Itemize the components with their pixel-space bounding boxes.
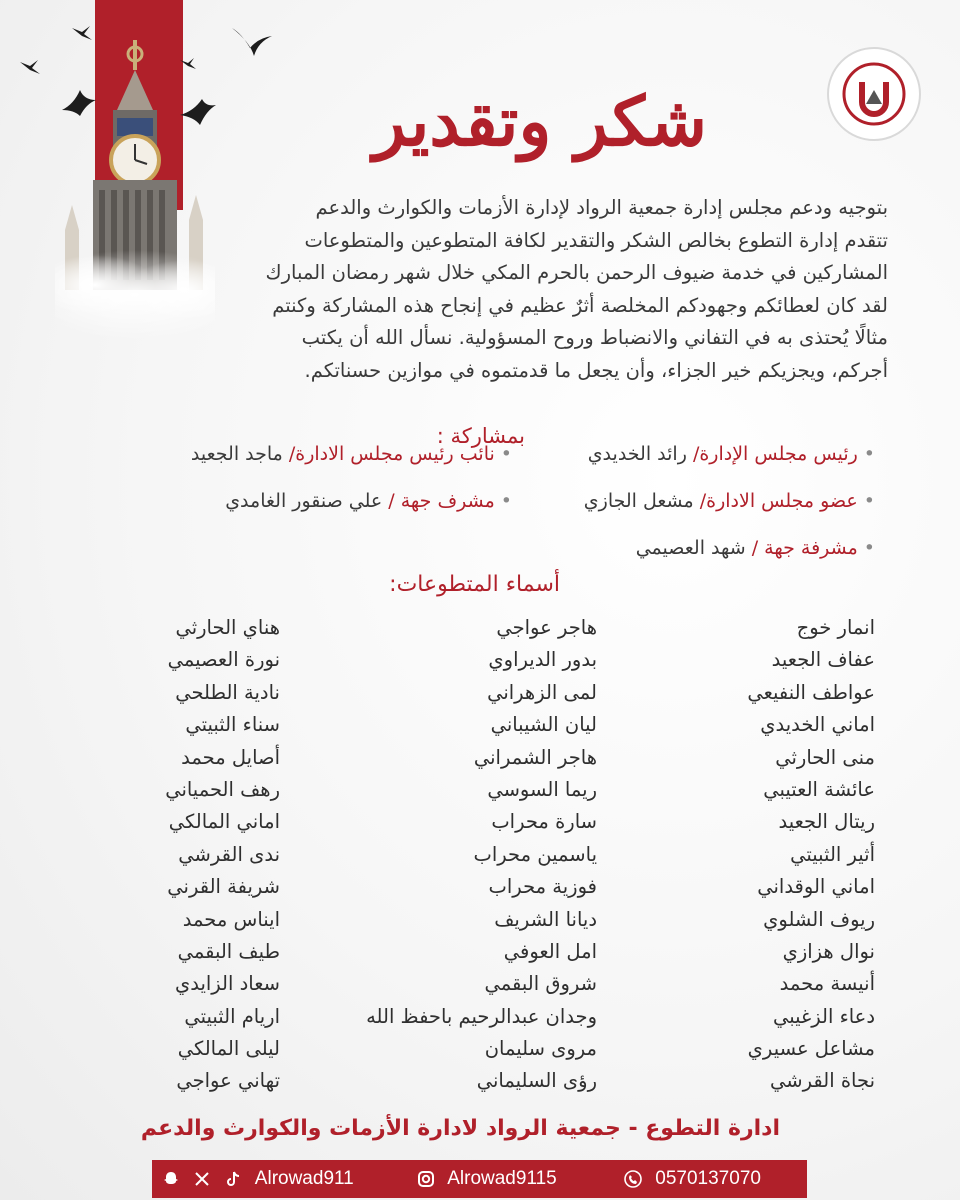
volunteer-name: امل العوفي xyxy=(503,939,597,963)
bullet-icon: • xyxy=(863,537,875,559)
page-title: شكر وتقدير xyxy=(372,82,708,162)
intro-line: المشاركين في خدمة ضيوف الرحمن بالحرم المكي خلال شهر رمضان المبارك xyxy=(265,261,888,284)
volunteers-column-left xyxy=(165,612,280,1098)
snapchat-icon xyxy=(162,1170,180,1188)
volunteer-name: ايناس محمد xyxy=(182,907,280,931)
volunteer-name: اماني الخديدي xyxy=(760,713,875,737)
volunteer-name: ريما السوسي xyxy=(487,777,597,801)
participant-name: مشعل الجازي xyxy=(583,490,694,512)
volunteer-name: لمى الزهراني xyxy=(487,680,597,704)
instagram-icon xyxy=(417,1170,435,1188)
association-logo xyxy=(826,46,922,142)
intro-paragraph xyxy=(228,192,888,387)
volunteer-name: شروق البقمي xyxy=(484,972,597,996)
instagram-handle: Alrowad9115 xyxy=(447,1168,557,1189)
volunteer-name: شريفة القرني xyxy=(167,875,280,899)
volunteer-name: ريوف الشلوي xyxy=(763,907,875,931)
volunteer-name: منى الحارثي xyxy=(775,745,875,769)
intro-line: أجركم، ويجزيكم خير الجزاء، وأن يجعل ما قدمتموه في موازين حسناتكم. xyxy=(304,358,888,382)
volunteer-name: بدور الديراوي xyxy=(488,648,597,672)
volunteers-heading: أسماء المتطوعات: xyxy=(389,572,560,597)
volunteer-name: فوزية محراب xyxy=(488,875,597,899)
volunteer-name: مشاعل عسيري xyxy=(747,1037,875,1061)
phone-icon xyxy=(624,1170,642,1188)
volunteer-name: اريام الثبيتي xyxy=(184,1004,280,1028)
volunteer-name: نوال هزازي xyxy=(782,939,875,963)
volunteer-name: ليلى المالكي xyxy=(177,1037,280,1061)
volunteer-name: هناي الحارثي xyxy=(175,616,280,639)
volunteer-name: هاجر الشمراني xyxy=(473,745,597,769)
intro-line: تتقدم إدارة التطوع بخالص الشكر والتقدير لكافة المتطوعين والمتطوعات xyxy=(304,228,888,252)
social-handle: Alrowad911 xyxy=(254,1168,354,1189)
participant-name: ماجد الجعيد xyxy=(190,443,283,465)
participant-role: عضو مجلس الادارة/ xyxy=(699,490,858,512)
volunteer-name: مروى سليمان xyxy=(484,1037,597,1061)
x-twitter-icon xyxy=(193,1170,211,1188)
bullet-icon: • xyxy=(500,443,512,465)
tiktok-icon xyxy=(225,1170,243,1188)
volunteer-name: رؤى السليماني xyxy=(476,1069,597,1093)
volunteer-name: ريتال الجعيد xyxy=(778,810,875,834)
volunteer-name: طيف البقمي xyxy=(177,939,280,963)
volunteer-name: عائشة العتيبي xyxy=(763,777,875,801)
volunteer-name: سارة محراب xyxy=(491,810,597,834)
volunteer-name: أصايل محمد xyxy=(181,745,280,769)
intro-line: مثالًا يُحتذى به في التفاني والانضباط وروح المسؤولية. نسأل الله أن يكتب xyxy=(301,326,888,349)
participant-name: شهد العصيمي xyxy=(635,537,746,559)
intro-line: بتوجيه ودعم مجلس إدارة جمعية الرواد لإدارة الأزمات والكوارث والدعم xyxy=(315,196,888,219)
volunteer-name: اماني الوقداني xyxy=(757,875,875,899)
participant-item xyxy=(225,490,512,512)
volunteer-name: انمار خوج xyxy=(796,616,875,639)
footer-title: ادارة التطوع - جمعية الرواد لادارة الأزمات والكوارث والدعم xyxy=(140,1116,780,1141)
volunteers-column-right xyxy=(747,612,875,1098)
participant-item xyxy=(588,443,875,465)
participation-heading: بمشاركة : xyxy=(436,424,525,448)
participant-item xyxy=(636,537,875,559)
volunteer-name: تهاني عواجي xyxy=(176,1069,280,1093)
volunteer-name: ندى القرشي xyxy=(178,842,280,866)
instagram-group[interactable] xyxy=(417,1160,557,1198)
volunteer-name: ياسمين محراب xyxy=(473,842,597,866)
participant-name: رائد الخديدي xyxy=(587,443,687,465)
volunteer-name: وجدان عبدالرحيم باحفظ الله xyxy=(366,1004,597,1028)
phone-group[interactable] xyxy=(624,1160,761,1198)
participant-item xyxy=(584,490,875,512)
social-handle-group[interactable] xyxy=(162,1160,354,1198)
phone-number: 0570137070 xyxy=(655,1168,761,1189)
volunteer-name: هاجر عواجي xyxy=(496,616,597,639)
bullet-icon: • xyxy=(500,490,512,512)
volunteer-name: اماني المالكي xyxy=(168,810,280,834)
volunteer-name: نجاة القرشي xyxy=(770,1069,875,1093)
volunteer-name: سناء الثبيتي xyxy=(185,713,280,737)
participant-item xyxy=(191,443,512,465)
volunteer-name: رهف الحمياني xyxy=(165,777,280,801)
intro-line: لقد كان لعطائكم وجهودكم المخلصة أثرٌ عظيم في إنجاح هذه المشاركة وكنتم xyxy=(272,293,888,317)
volunteers-column-middle xyxy=(366,612,597,1098)
volunteer-name: أثير الثبيتي xyxy=(790,842,875,866)
volunteer-name: ديانا الشريف xyxy=(494,907,597,931)
participant-role: مشرفة جهة / xyxy=(751,537,858,559)
volunteer-name: دعاء الزغيبي xyxy=(773,1004,875,1028)
volunteer-name: سعاد الزايدي xyxy=(174,972,280,996)
clock-tower-illustration xyxy=(55,40,215,340)
volunteer-name: ليان الشيباني xyxy=(490,713,597,737)
participant-role: مشرف جهة / xyxy=(388,490,495,512)
participant-role: نائب رئيس مجلس الادارة/ xyxy=(288,443,495,465)
bullet-icon: • xyxy=(863,490,875,512)
contact-bar xyxy=(152,1160,807,1198)
participant-role: رئيس مجلس الإدارة/ xyxy=(692,443,858,465)
participant-name: علي صنقور الغامدي xyxy=(225,490,383,512)
bullet-icon: • xyxy=(863,443,875,465)
volunteer-name: أنيسة محمد xyxy=(779,972,875,996)
volunteer-name: عفاف الجعيد xyxy=(771,648,875,672)
volunteer-name: عواطف النفيعي xyxy=(747,680,875,704)
volunteer-name: نادية الطلحي xyxy=(175,680,280,704)
volunteer-name: نورة العصيمي xyxy=(167,648,280,672)
